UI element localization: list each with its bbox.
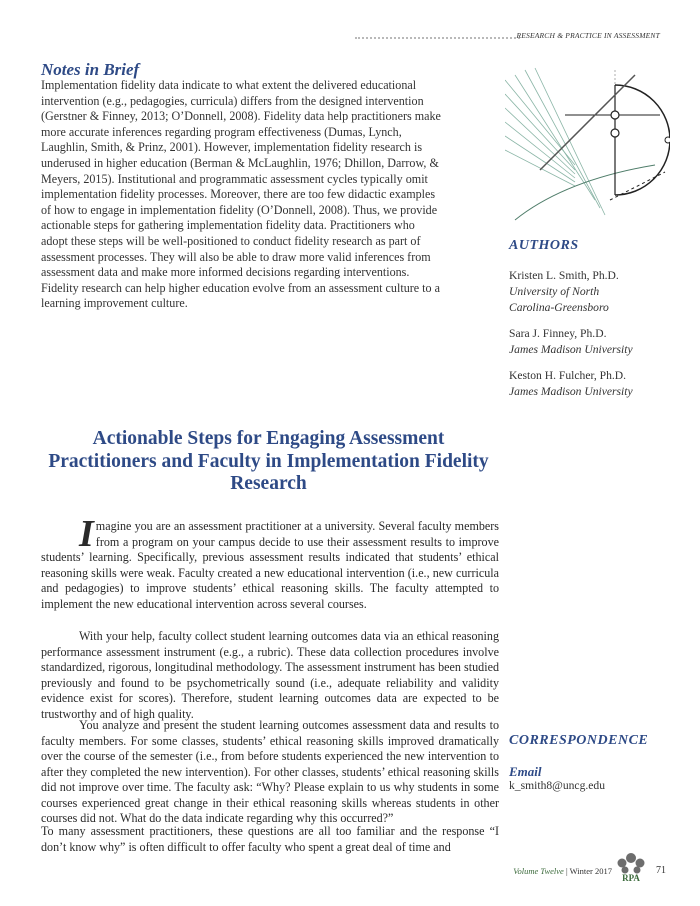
volume-label: Volume Twelve [513,866,564,876]
notes-body: Implementation fidelity data indicate to what extent the delivered educational intervention (e.g., pedagogies, curricula) differs from the designed intervention (Gerstner & Finney, 2013; O’Donnell, 2008). Fidelity data help practitioners make more accurate inferences regarding program effectiveness (Dumas, Lynch, Laughlin, Smith, & Prinz, 2001). However, implementation fidelity research is underused in higher education (Berman & McLaughlin, 1976; Dhillon, Darrow, & Meyers, 2015). Institutional and programmatic assessment cycles typically omit implementation fidelity processes. Moreover, there are too few didactic examples of how to engage in implementation fidelity (O’Donnell, 2008). Thus, we provide actionable steps for gathering implementation fidelity data. Practitioners who adopt these steps will be well-positioned to conduct fidelity research as part of assessment processes. They will also be able to draw more valid inferences from assessment data and make more informed decisions regarding interventions. Fidelity research can help higher education evolve from an assessment culture to a learning improvement culture. [41,78,441,311]
logo-text: RPA [622,873,640,883]
paragraph-1-text: magine you are an assessment practitioner at a university. Several faculty members from a program on your campus decide to use their assessment results to improve students’ learning. Specifically, previous assessment results indicated that students’ ethical reasoning skills were weak. Faculty created a new educational intervention (i.e., new curricula and pedagogies) to improve students’ ethical reasoning skills. The faculty attempted to implement the new educational intervention across several courses. [41,519,499,611]
paragraph-1 [41,513,499,612]
paragraph-2: With your help, faculty collect student learning outcomes data via an ethical reasoning performance assessment instrument (e.g., a rubric). These data collection procedures involve standardized, rigorous, longitudinal methodology. The assessment instrument has been studied previously and found to be psychometrically sound (i.e., adequate reliability and validity evidence exist for scores). Therefore, student learning outcomes data are expected to be trustworthy and of high quality. [41,629,499,721]
author-2 [509,326,633,358]
author-affiliation: James Madison University [509,343,633,356]
paragraph-4: To many assessment practitioners, these questions are all too familiar and the response “I don’t know why” is often difficult to offer faculty who spent a great deal of time and [41,824,499,854]
authors-heading: AUTHORS [509,238,579,253]
author-1 [509,268,629,316]
email-value: k_smith8@uncg.edu [509,779,606,792]
author-3 [509,368,633,400]
author-name: Kristen L. Smith, Ph.D. [509,269,619,282]
page-number: 71 [656,865,666,876]
email-label: Email [509,764,542,779]
notes-title: Notes in Brief [41,60,140,79]
footer-volume [513,866,612,876]
article-title: Actionable Steps for Engaging Assessment Practitioners and Faculty in Implementation Fidelity Research [48,428,489,494]
decorative-compass-graphic [505,60,670,230]
issue-label: | Winter 2017 [565,866,612,876]
header-rule [355,37,520,39]
drop-cap: I [79,513,94,555]
correspondence-heading: CORRESPONDENCE [509,733,649,748]
paragraph-3: You analyze and present the student learning outcomes assessment data and results to faculty members. For some classes, students’ ethical reasoning skills improved dramatically over the course of the semester (i.e., from before students experienced the new intervention to after they completed the new intervention). For other classes, students’ ethical reasoning skills did not improve over time. The faculty ask: “Why? Please explain to us why students in some courses experienced great change in their ethical reasoning skills whereas students in other courses did not. What do the data indicate regarding why this occurred?” [41,718,499,825]
author-name: Sara J. Finney, Ph.D. [509,327,607,340]
rpa-logo-icon [613,850,649,886]
author-affiliation: University of North Carolina-Greensboro [509,285,609,314]
author-affiliation: James Madison University [509,385,633,398]
author-name: Keston H. Fulcher, Ph.D. [509,369,627,382]
running-head: RESEARCH & PRACTICE IN ASSESSMENT [516,31,660,40]
